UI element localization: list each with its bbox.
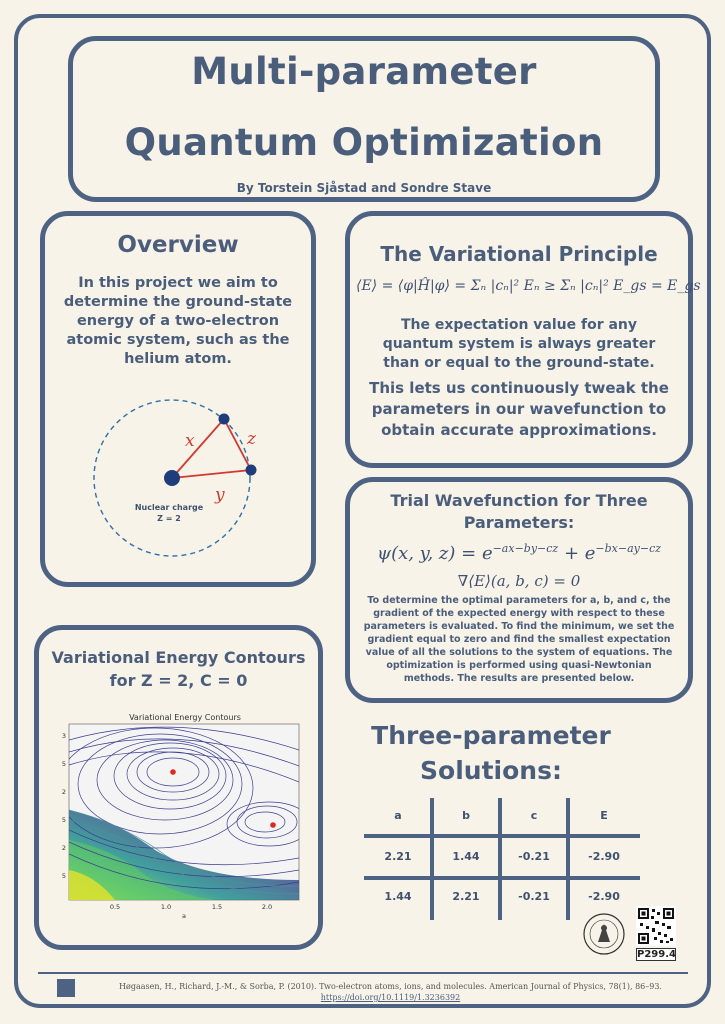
- title-panel: [68, 36, 660, 202]
- label-z: z: [247, 429, 256, 449]
- y-tick-5: 2: [61, 844, 66, 852]
- trial-wavefunction-panel: [345, 477, 693, 703]
- university-seal-icon: [582, 912, 626, 956]
- overview-heading: Overview: [117, 232, 239, 258]
- contours-panel: [34, 625, 323, 950]
- x-tick-3: 1.5: [211, 903, 223, 911]
- contour-plot: [55, 710, 305, 922]
- variational-equation: ⟨E⟩ = ⟨φ|Ĥ|φ⟩ = Σₙ |cₙ|² Eₙ ≥ Σₙ |cₙ|² E_gs = E_gs: [356, 278, 701, 294]
- y-tick-1: 3: [61, 732, 66, 740]
- distance-triangle: [172, 419, 251, 478]
- row2-c: -0.21: [518, 890, 550, 903]
- y-tick-4: 5: [61, 816, 66, 824]
- header-c: c: [530, 809, 538, 822]
- wavefunction-plus: + e: [558, 543, 596, 564]
- y-tick-6: 5: [61, 872, 66, 880]
- y-tick-2: 5: [61, 760, 66, 768]
- label-x: x: [185, 431, 195, 451]
- y-tick-3: 2: [61, 788, 66, 796]
- minimum-1: [170, 769, 176, 775]
- label-y: y: [215, 485, 225, 505]
- x-tick-1: 0.5: [109, 903, 121, 911]
- plot-title: Variational Energy Contours: [129, 713, 241, 722]
- overview-panel: [40, 211, 316, 587]
- wavefunction-equation: [350, 542, 688, 564]
- nucleus-label-line-1: Nuclear charge: [134, 503, 204, 512]
- row1-e: -2.90: [588, 850, 620, 863]
- qr-code[interactable]: [636, 906, 676, 946]
- row1-c: -0.21: [518, 850, 550, 863]
- solutions-heading: Three-parameter Solutions:: [371, 721, 611, 785]
- row2-b: 2.21: [452, 890, 480, 903]
- x-tick-2: 1.0: [160, 903, 172, 911]
- wavefunction-exponent-1: −ax−by−cz: [492, 542, 559, 555]
- overview-text: In this project we aim to determine the ground-state energy of a two-electron atomic system, such as the helium atom.: [63, 275, 293, 367]
- variational-principle-panel: [345, 211, 701, 468]
- row2-e: -2.90: [588, 890, 620, 903]
- footer-divider: [38, 972, 688, 974]
- row1-b: 1.44: [452, 850, 480, 863]
- variational-text-1: The expectation value for any quantum system is always greater than or equal to the ground-state.: [382, 317, 656, 371]
- minimum-2: [270, 822, 276, 828]
- solutions-table: [364, 798, 640, 920]
- wavefunction-lhs: ψ(x, y, z) = e: [376, 543, 493, 564]
- header-a: a: [394, 809, 402, 822]
- header-b: b: [462, 809, 470, 822]
- row1-a: 2.21: [384, 850, 412, 863]
- nucleus-label-line-2: Z = 2: [157, 514, 181, 523]
- variational-text-2: This lets us continuously tweak the parameters in our wavefunction to obtain accurate approximations.: [369, 379, 669, 439]
- contours-heading: Variational Energy Contours for Z = 2, C = 0: [51, 648, 306, 690]
- gradient-equation: ∇⟨E⟩(a, b, c) = 0: [457, 572, 581, 590]
- reference-doi-link[interactable]: https://doi.org/10.1119/1.3236392: [320, 993, 461, 1002]
- poster-title-line-2: Quantum Optimization: [124, 121, 604, 164]
- authors: By Torstein Sjåstad and Sondre Stave: [236, 181, 492, 195]
- x-tick-4: 2.0: [261, 903, 273, 911]
- reference: [70, 981, 711, 1003]
- trial-wavefunction-heading: Trial Wavefunction for Three Parameters:: [390, 491, 648, 532]
- reference-text: Høgaasen, H., Richard, J.-M., & Sorba, P. (2010). Two-electron atoms, ions, and molecules. American Journal of Physics, 78(1), 86–93.: [119, 982, 662, 991]
- x-axis-label: a: [182, 912, 186, 920]
- variational-principle-heading: The Variational Principle: [380, 242, 658, 266]
- header-e: E: [600, 809, 608, 822]
- poster-title-line-1: Multi-parameter: [191, 50, 537, 93]
- electron-2: [246, 465, 257, 476]
- trial-wavefunction-text: To determine the optimal parameters for a, b, and c, the gradient of the expected energy with respect to these parameters is evaluated. To find the minimum, we set the gradient equal to zero and find the smallest expectation value of all the solutions to the system of equations. The optimization is performed using quasi-Newtonian methods. The results are presented below.: [363, 595, 675, 684]
- poster-id: P299.4: [637, 949, 676, 960]
- wavefunction-exponent-2: −bx−ay−cz: [595, 542, 662, 555]
- row2-a: 1.44: [384, 890, 412, 903]
- helium-atom-diagram: [87, 386, 287, 576]
- electron-1: [219, 414, 230, 425]
- nucleus: [164, 470, 180, 486]
